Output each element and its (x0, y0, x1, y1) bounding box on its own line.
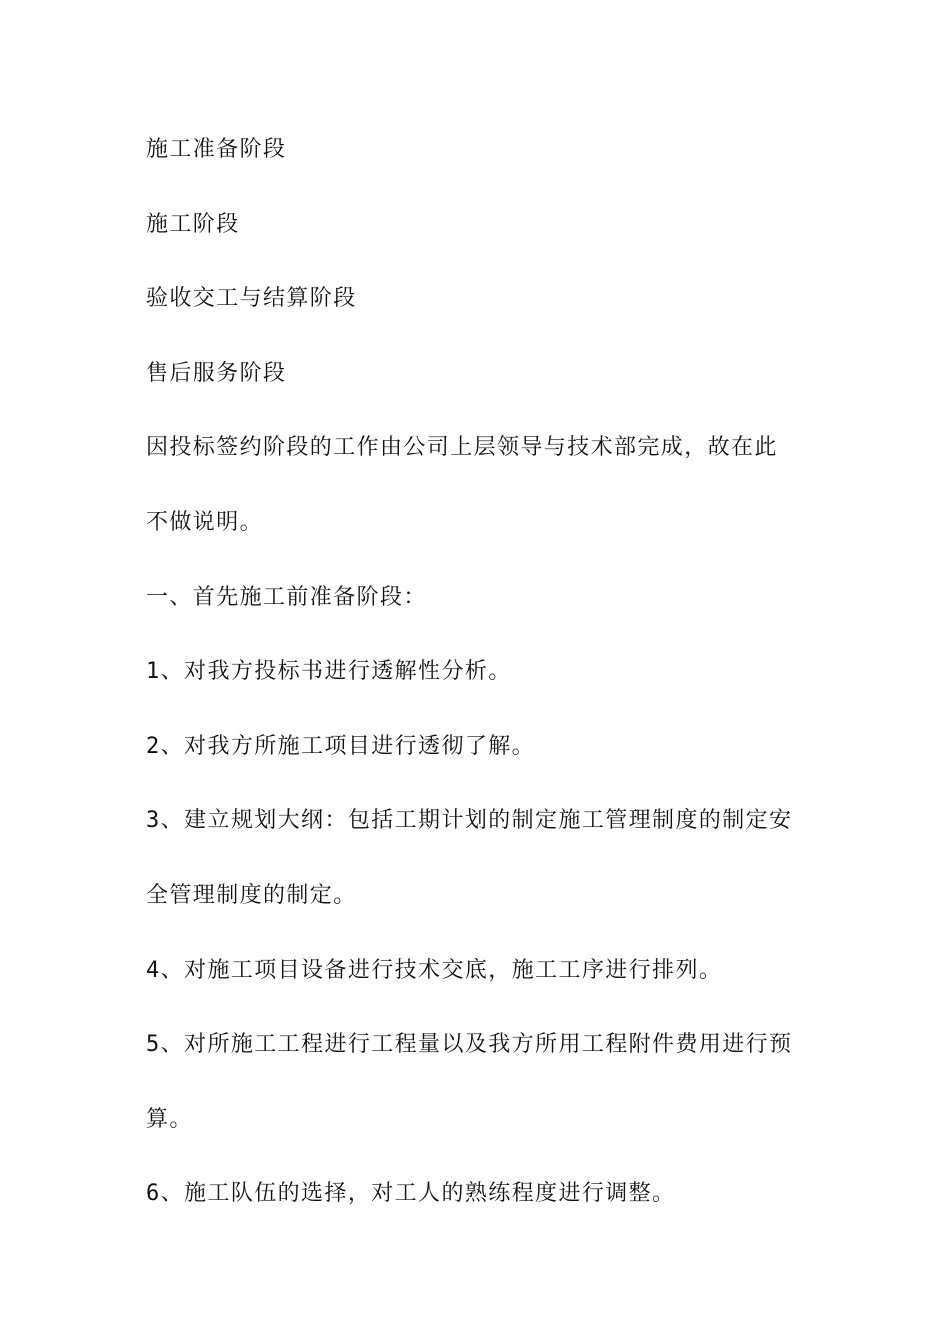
list-item-2: 2、对我方所施工项目进行透彻了解。 (146, 733, 536, 759)
list-item-5-line-2: 算。 (146, 1106, 193, 1132)
stage-item-construction: 施工阶段 (146, 211, 240, 237)
paragraph-note-line-2: 不做说明。 (146, 509, 264, 535)
paragraph-note-line-1: 因投标签约阶段的工作由公司上层领导与技术部完成，故在此 (146, 435, 778, 461)
section-heading: 一、首先施工前准备阶段： (146, 584, 427, 610)
stage-item-preparation: 施工准备阶段 (146, 137, 287, 162)
list-item-3-line-1: 3、建立规划大纲：包括工期计划的制定施工管理制度的制定安 (146, 808, 793, 834)
list-item-4: 4、对施工项目设备进行技术交底，施工工序进行排列。 (146, 957, 723, 983)
stage-item-acceptance: 验收交工与结算阶段 (146, 286, 357, 312)
stage-item-after-sales: 售后服务阶段 (146, 360, 287, 386)
list-item-6: 6、施工队伍的选择，对工人的熟练程度进行调整。 (146, 1181, 676, 1207)
list-item-1: 1、对我方投标书进行透解性分析。 (146, 659, 512, 685)
document-body (146, 132, 816, 1251)
list-item-5-line-1: 5、对所施工工程进行工程量以及我方所用工程附件费用进行预 (146, 1032, 793, 1058)
list-item-3-line-2: 全管理制度的制定。 (146, 882, 357, 908)
